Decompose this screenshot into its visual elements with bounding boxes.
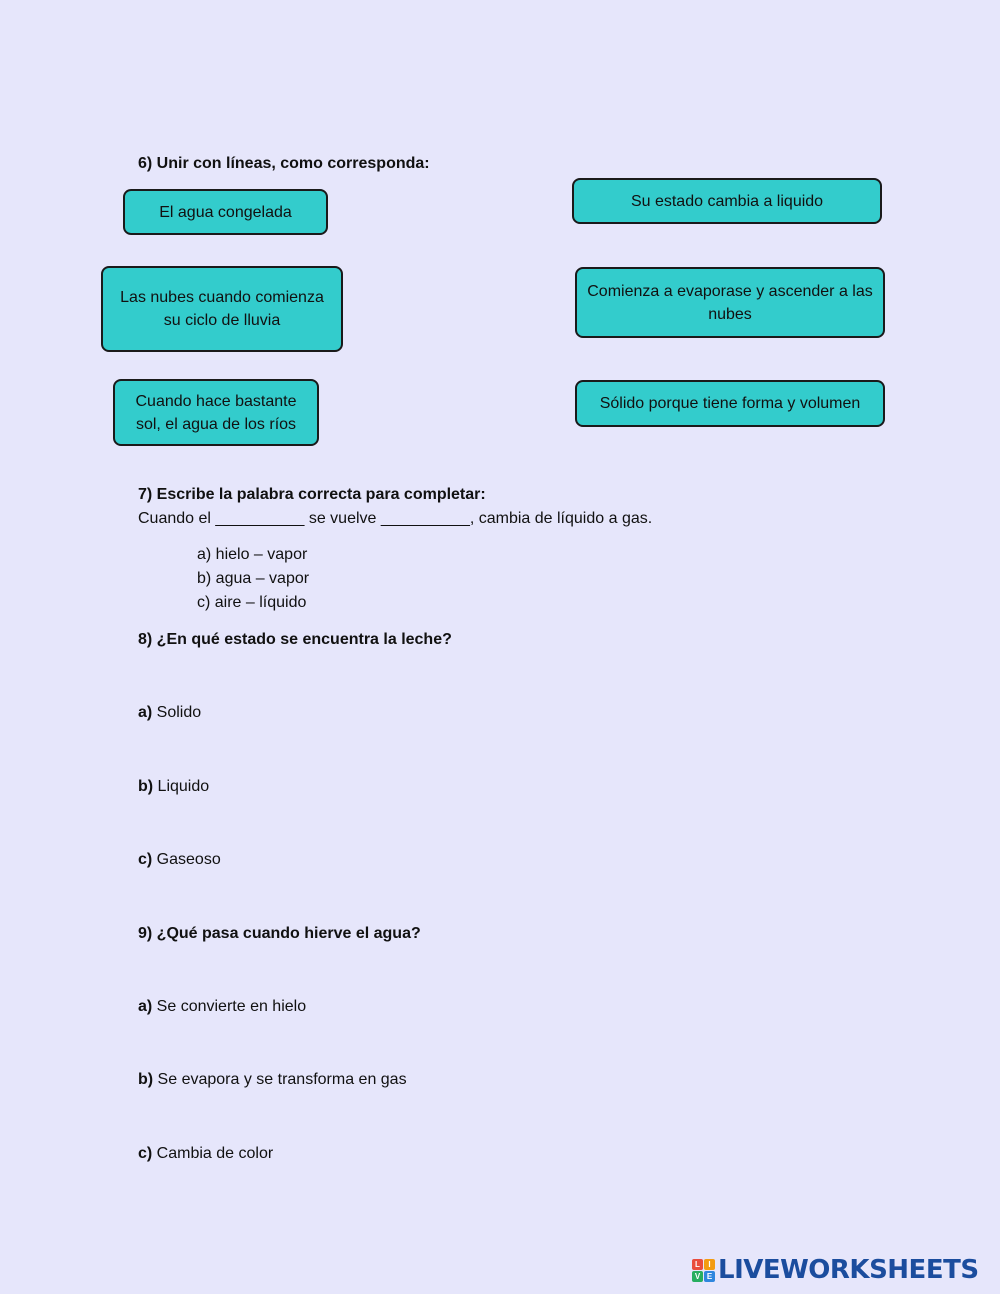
q7-sentence: Cuando el __________ se vuelve __________, cambia de líquido a gas.: [138, 510, 653, 527]
q8-option-a[interactable]: a) Solido: [138, 704, 202, 721]
match-right-2[interactable]: Comienza a evaporase y ascender a las nubes: [575, 267, 885, 338]
q8-option-c[interactable]: c) Gaseoso: [138, 851, 221, 868]
q7-title: 7) Escribe la palabra correcta para completar:: [138, 486, 486, 503]
q7-option-a: a) hielo – vapor: [197, 546, 308, 563]
q9-title: 9) ¿Qué pasa cuando hierve el agua?: [138, 925, 421, 942]
q9-option-c[interactable]: c) Cambia de color: [138, 1145, 274, 1162]
match-left-1[interactable]: El agua congelada: [123, 189, 328, 235]
match-left-3[interactable]: Cuando hace bastante sol, el agua de los ríos: [113, 379, 319, 446]
logo-mark-icon: L I V E: [692, 1259, 715, 1282]
q9-option-b[interactable]: b) Se evapora y se transforma en gas: [138, 1071, 407, 1088]
logo-text: LIVEWORKSHEETS: [718, 1255, 979, 1285]
q8-title: 8) ¿En qué estado se encuentra la leche?: [138, 631, 452, 648]
q6-title: 6) Unir con líneas, como corresponda:: [138, 155, 430, 172]
q7-option-b: b) agua – vapor: [197, 570, 310, 587]
liveworksheets-logo[interactable]: [692, 1255, 979, 1285]
match-right-3[interactable]: Sólido porque tiene forma y volumen: [575, 380, 885, 427]
match-right-1[interactable]: Su estado cambia a liquido: [572, 178, 882, 224]
q9-option-a[interactable]: a) Se convierte en hielo: [138, 998, 307, 1015]
q8-option-b[interactable]: b) Liquido: [138, 778, 210, 795]
q7-option-c: c) aire – líquido: [197, 594, 307, 611]
match-left-2[interactable]: Las nubes cuando comienza su ciclo de lluvia: [101, 266, 343, 352]
